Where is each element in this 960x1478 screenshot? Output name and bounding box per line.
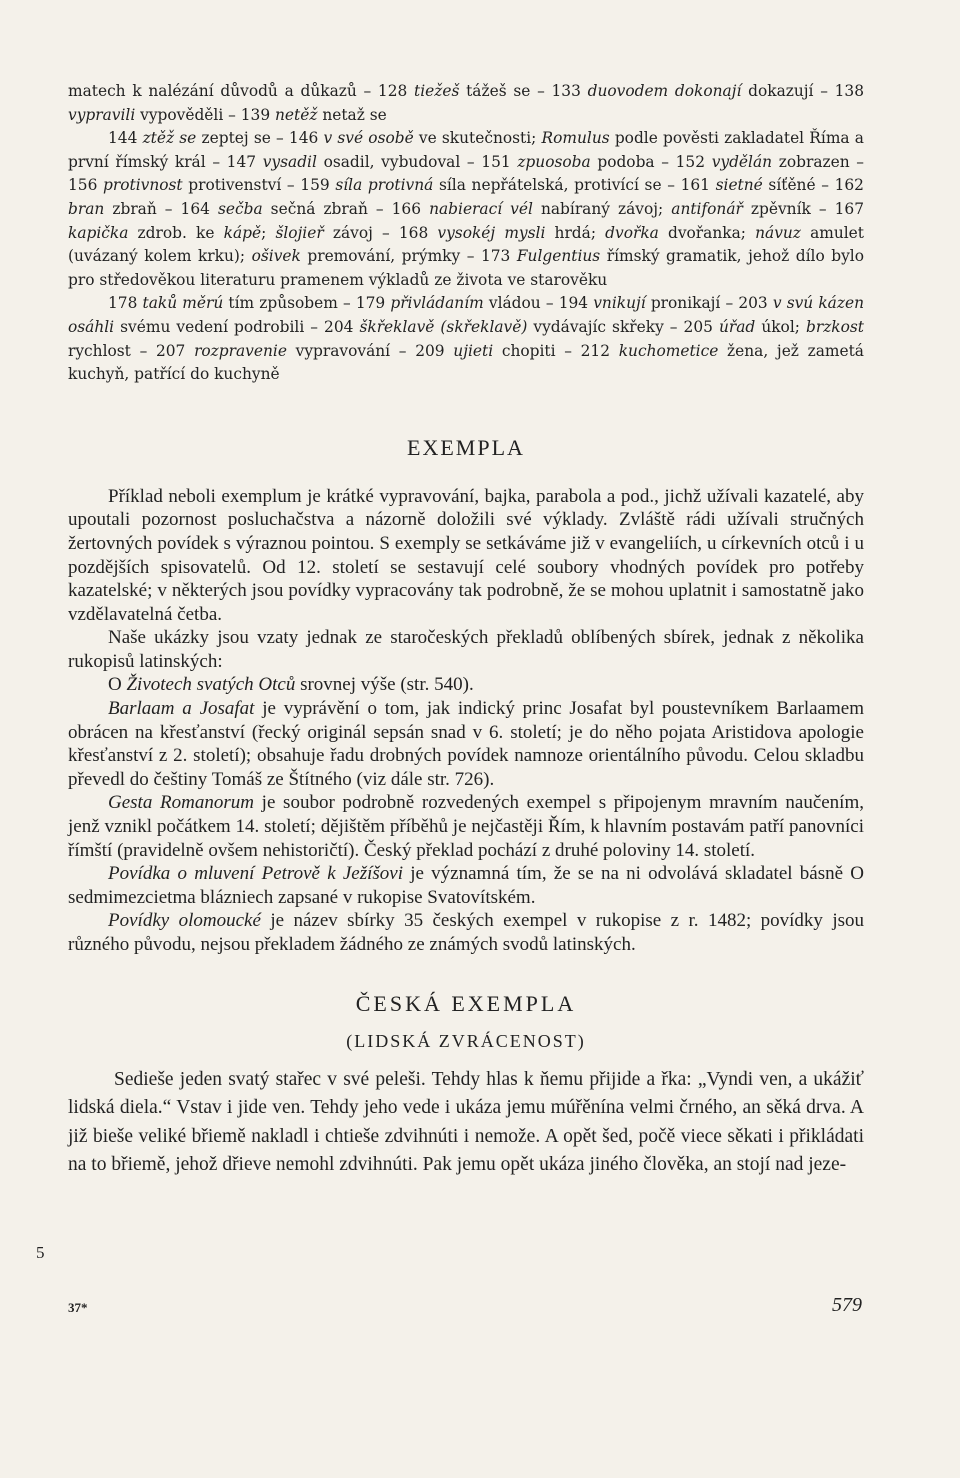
italic-term: škřeklavě (skřeklavě)	[359, 317, 528, 336]
glossary-paragraph	[68, 127, 864, 292]
italic-term: v své osobě	[323, 129, 414, 148]
italic-term: Barlaam a Josafat	[108, 698, 255, 720]
exempla-introduction	[68, 485, 864, 957]
text-run: Příklad neboli exemplum je krátké vypravování, bajka, parabola a pod., jichž užívali kazatelé, aby upoutali pozornost posluchačstva a názorně doložili své výklady. Zvláště rádi užívali stručných žertovných povídek s výraznou pointou. S exemply se setkáváme již v evangeliích, u církevních otců i u pozdějších spisovatelů. Od 12. století se sestavují celé soubory vhodných povídek pro potřeby kazatelské; v některých jsou povídky vypracovány tak podrobně, že se mohou uplatnit i samostatně jako vzdělavatelná četba.	[68, 485, 864, 625]
italic-term: vysokéj mysli	[437, 223, 546, 242]
italic-term: bran	[68, 199, 105, 218]
text-run: sečná zbraň – 166	[262, 199, 430, 218]
italic-term: vypravili	[68, 105, 136, 124]
italic-term: ujieti	[453, 341, 494, 360]
text-run: zpěvník – 167	[742, 199, 865, 218]
italic-term: přivládaním	[390, 294, 484, 313]
glossary-paragraph	[68, 80, 864, 127]
italic-term: Povídky olomoucké	[108, 910, 261, 932]
italic-term: kapička	[68, 223, 129, 242]
italic-term: nabierací vél	[429, 199, 533, 218]
text-run: je vyprávění o tom, jak indický princ Josafat byl poustevníkem Barlaamem obrácen na křesťanství (řecký originál sepsán snad v 6. století; je do něho pojata Aristidova apologie křesťanství z 2. století); obsahuje řadu drobných povídek namnoze orientálního původu. Celou skladbu převedl do češtiny Tomáš ze Štítného (viz dále str. 726).	[68, 698, 864, 790]
page-number: 579	[832, 1294, 862, 1316]
text-run: římský gramatik, jehož dílo bylo pro středověkou literaturu pramenem výkladů ze života ve starověku	[68, 247, 864, 289]
italic-term: v svú kázen osáhli	[68, 294, 864, 336]
text-run: závoj – 168	[323, 223, 438, 242]
italic-term: kuchometice	[618, 341, 719, 360]
italic-term: taků měrú	[142, 294, 224, 313]
text-run: dvořanka;	[658, 223, 756, 242]
italic-term: vysadil	[262, 152, 317, 171]
text-run: chopiti – 212	[493, 341, 619, 360]
text-run: ;	[261, 223, 276, 242]
text-run: je soubor podrobně rozvedených exempel s připojenym mravním naučením, jenž vznikl počátkem 14. století; dějištěm příběhů je nejčastěji Řím, k hlavním postavám patří panovníci římští (pravidelně ovšem nehistoričtí). Český překlad pochází z druhé poloviny 14. století.	[68, 792, 864, 861]
italic-term: Gesta Romanorum	[108, 792, 254, 814]
text-run: podle pověsti zakladatel Říma a první římský král – 147	[68, 129, 864, 171]
text-run: protivenství – 159	[182, 176, 336, 195]
italic-term: Fulgentius	[516, 247, 601, 266]
text-run: vypravování – 209	[286, 341, 454, 360]
italic-term: ztěž se	[142, 129, 197, 148]
text-run: zdrob. ke	[128, 223, 224, 242]
text-run: je významná tím, že se na ni odvolává skladatel básně O sedmimezcietma blázniech zapsané v rukopise Svatovítském.	[68, 863, 864, 908]
italic-term: kápě	[223, 223, 262, 242]
text-run: podoba – 152	[590, 152, 712, 171]
italic-term: vnikují	[593, 294, 646, 313]
italic-term: protivnost	[103, 176, 183, 195]
italic-term: Romulus	[541, 129, 610, 148]
text-run: Naše ukázky jsou vzaty jednak ze staročeských překladů oblíbených sbírek, jednak z několika rukopisů latinských:	[68, 627, 864, 672]
text-run: zobrazen – 156	[68, 152, 864, 195]
text-run: osadil, vybudoval – 151	[316, 152, 518, 171]
italic-term: vydělán	[711, 152, 773, 171]
line-number: 5	[36, 1243, 45, 1262]
subheading-lidska-zvracenost: (LIDSKÁ ZVRÁCENOST)	[346, 1030, 586, 1051]
italic-term: brzkost	[805, 317, 864, 336]
exempla-paragraph	[68, 697, 864, 791]
text-run: O	[108, 674, 127, 696]
section-heading-ceska-exempla: ČESKÁ EXEMPLA	[355, 990, 577, 1016]
exempla-paragraph	[68, 862, 864, 909]
glossary-paragraph	[68, 292, 864, 386]
text-run: žena, jež zametá kuchyň, patřící do kuchyně	[68, 341, 864, 384]
text-run: amulet (uvázaný kolem krku);	[68, 223, 864, 266]
text-run: síťěné – 162	[762, 176, 864, 195]
text-run: je název sbírky 35 českých exempel v rukopise z r. 1482; povídky jsou různého původu, nejsou překladem žádného ze známých svodů latinských.	[68, 910, 865, 955]
exempla-paragraph	[68, 626, 864, 673]
text-run: tážeš se – 133	[459, 82, 588, 100]
text-run: pronikají – 203	[645, 294, 773, 313]
section-heading-exempla: EXEMPLA	[407, 434, 525, 460]
text-run: tím způsobem – 179	[223, 294, 391, 313]
exempla-paragraph	[68, 909, 864, 956]
text-run: úkol;	[755, 317, 806, 336]
italic-term: ošivek	[251, 247, 301, 266]
text-run: nabíraný závoj;	[532, 199, 672, 218]
exempla-paragraph	[68, 485, 864, 627]
glossary-notes	[68, 80, 864, 387]
exempla-paragraph	[68, 673, 864, 697]
text-run: vypověděli – 139	[135, 105, 276, 124]
italic-term: duovodem dokonají	[587, 82, 742, 100]
italic-term: šlojieř	[275, 223, 324, 242]
text-run: matech k nalézání důvodů a důkazů – 128	[68, 82, 415, 100]
text-run: vládou – 194	[483, 294, 594, 313]
page-body	[68, 80, 864, 1180]
exempla-paragraph	[68, 791, 864, 862]
text-run: srovnej výše (str. 540).	[295, 674, 474, 696]
italic-term: Povídka o mluvení Petrově k Ježíšovi	[108, 863, 403, 885]
text-run: premování, prýmky – 173	[300, 247, 517, 266]
text-run: síla nepřátelská, protivící se – 161	[433, 176, 716, 195]
italic-term: úřad	[718, 317, 756, 336]
text-run: hrdá;	[545, 223, 606, 242]
text-run: 144	[108, 129, 143, 148]
italic-term: tiežeš	[414, 82, 460, 100]
italic-term: sečba	[217, 199, 263, 218]
italic-term: sietné	[715, 176, 763, 195]
text-run: ve skutečnosti;	[413, 129, 542, 148]
printer-signature: 37*	[68, 1300, 88, 1315]
story-paragraph	[68, 1066, 864, 1180]
text-run: dokazují – 138	[741, 82, 864, 100]
text-run: 178	[108, 294, 143, 313]
text-run: rychlost – 207	[68, 341, 195, 360]
italic-term: návuz	[755, 223, 801, 242]
text-run: netaž se	[317, 105, 387, 124]
italic-term: antifonář	[671, 199, 743, 218]
story-text	[68, 1066, 864, 1180]
text-run: zbraň – 164	[104, 199, 218, 218]
italic-term: Životech svatých Otců	[126, 674, 296, 696]
text-run: vydávajíc skřeky – 205	[527, 317, 719, 336]
text-run: Sedieše jeden svatý stařec v své peleši. Tehdy hlas k ňemu přijide a řka: „Vyndi ven, a ukážiť lidská diela.“ Vstav i jide ven. Tehdy jeho vede i ukáza jemu múřěnína velmi črného, an sěká drva. A již bieše veliké břiemě nakladl i chtieše zdvihnúti i nemože. A opět šed, počě viece sěkati i přikládati na to břiemě, jehož dřieve nemohl zdvihnúti. Pak jemu opět ukáza jiného člověka, an stojí nad jeze-	[68, 1068, 864, 1176]
italic-term: netěž	[275, 105, 318, 124]
italic-term: dvořka	[605, 223, 659, 242]
text-run: zeptej se – 146	[196, 129, 324, 148]
text-run: svému vedení podrobili – 204	[114, 317, 360, 336]
italic-term: zpuosoba	[517, 152, 591, 171]
italic-term: rozpravenie	[194, 341, 287, 360]
italic-term: síla protivná	[335, 176, 434, 195]
